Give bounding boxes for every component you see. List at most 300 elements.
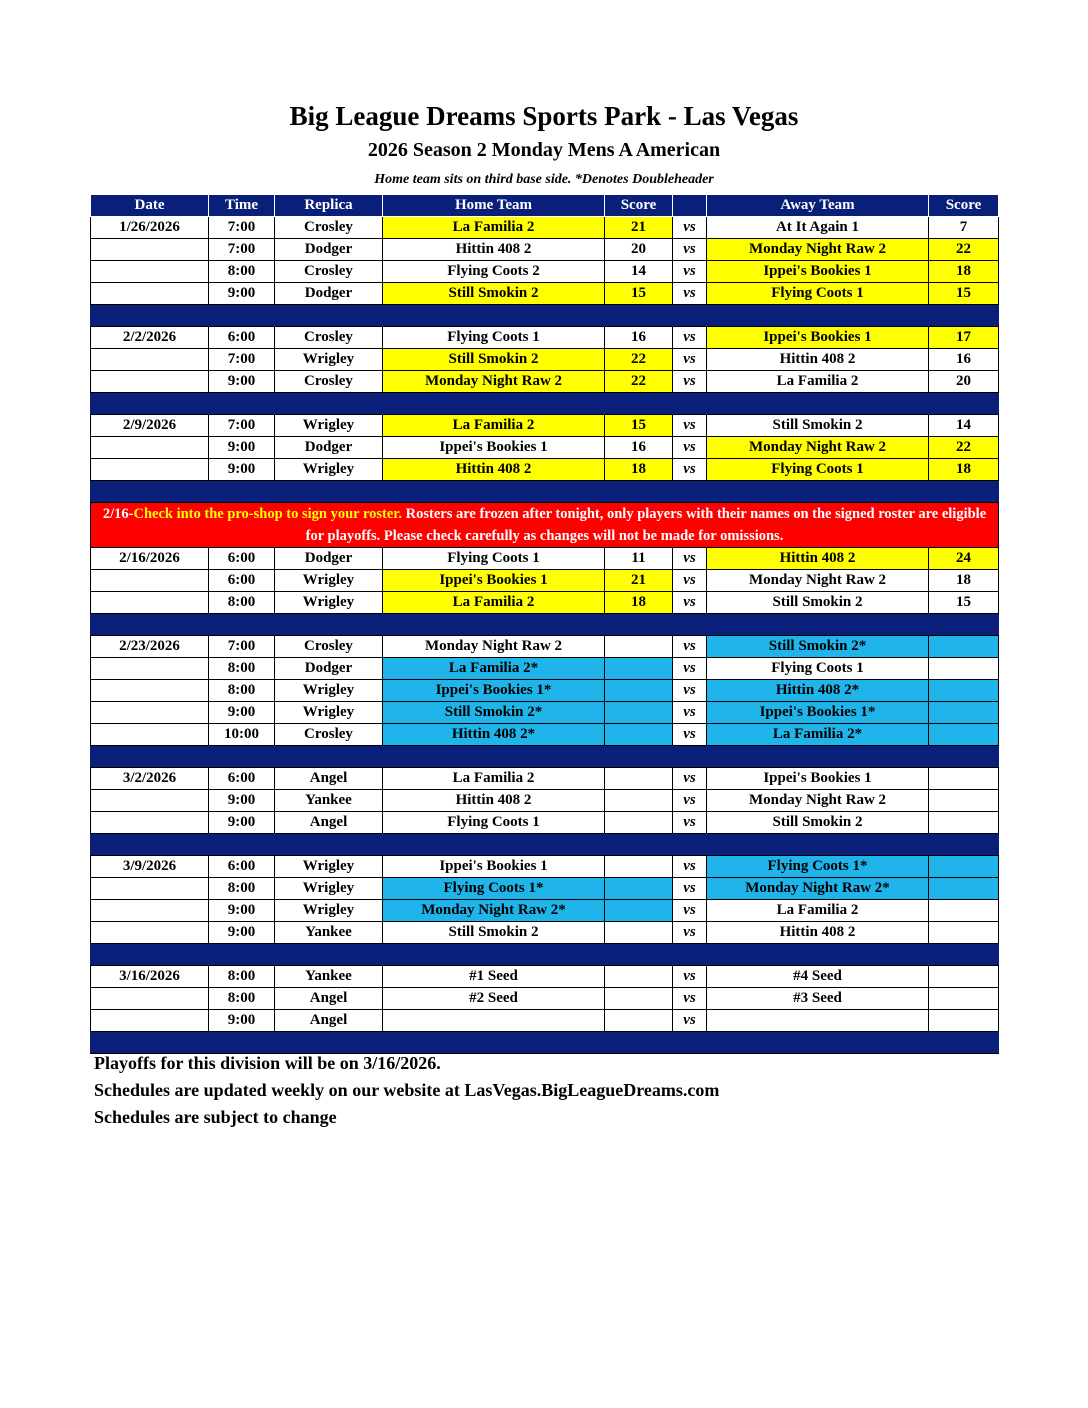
- home-team-cell: Monday Night Raw 2: [383, 371, 605, 393]
- replica-cell: Dodger: [275, 239, 383, 261]
- schedule-table: [90, 194, 999, 1054]
- page-subtitle: 2026 Season 2 Monday Mens A American: [367, 139, 721, 161]
- vs-cell: vs: [673, 680, 707, 702]
- away-score-cell: 18: [929, 261, 999, 283]
- separator-cell: [929, 305, 999, 327]
- separator-cell: [707, 834, 929, 856]
- separator-cell: [929, 393, 999, 415]
- away-score-cell: 22: [929, 239, 999, 261]
- vs-cell: vs: [673, 283, 707, 305]
- away-score-cell: [929, 702, 999, 724]
- separator-cell: [383, 834, 605, 856]
- home-score-cell: 21: [605, 570, 673, 592]
- week-separator: [91, 944, 999, 966]
- time-cell: 6:00: [209, 548, 275, 570]
- header-home-score: Score: [605, 195, 673, 217]
- game-row: [91, 790, 999, 812]
- date-cell: [91, 900, 209, 922]
- date-cell: [91, 592, 209, 614]
- separator-cell: [209, 393, 275, 415]
- separator-cell: [605, 305, 673, 327]
- date-cell: [91, 878, 209, 900]
- vs-cell: vs: [673, 702, 707, 724]
- game-row: [91, 283, 999, 305]
- home-score-cell: 18: [605, 592, 673, 614]
- replica-cell: Angel: [275, 768, 383, 790]
- replica-cell: Crosley: [275, 327, 383, 349]
- separator-cell: [383, 481, 605, 503]
- vs-cell: vs: [673, 922, 707, 944]
- home-team-cell: Ippei's Bookies 1*: [383, 680, 605, 702]
- home-team-cell: #2 Seed: [383, 988, 605, 1010]
- separator-cell: [383, 746, 605, 768]
- date-cell: [91, 658, 209, 680]
- away-score-cell: 15: [929, 592, 999, 614]
- time-cell: 7:00: [209, 636, 275, 658]
- away-team-cell: La Familia 2: [707, 900, 929, 922]
- away-score-cell: 22: [929, 437, 999, 459]
- replica-cell: Angel: [275, 1010, 383, 1032]
- separator-cell: [673, 834, 707, 856]
- home-team-cell: Hittin 408 2: [383, 790, 605, 812]
- away-score-cell: 18: [929, 459, 999, 481]
- home-score-cell: [605, 812, 673, 834]
- vs-cell: vs: [673, 988, 707, 1010]
- date-cell: [91, 459, 209, 481]
- away-score-cell: [929, 856, 999, 878]
- time-cell: 9:00: [209, 1010, 275, 1032]
- separator-cell: [707, 393, 929, 415]
- away-team-cell: Still Smokin 2: [707, 592, 929, 614]
- week-separator: [91, 614, 999, 636]
- date-cell: 3/9/2026: [91, 856, 209, 878]
- away-score-cell: [929, 900, 999, 922]
- away-team-cell: Monday Night Raw 2: [707, 570, 929, 592]
- vs-cell: vs: [673, 1010, 707, 1032]
- notice-text: Rosters are frozen after tonight, only players with their names on the signed roster are eligible for playoffs. Please check carefully as changes will not be made for omissions.: [305, 506, 987, 544]
- date-cell: [91, 922, 209, 944]
- time-cell: 9:00: [209, 900, 275, 922]
- header-row: [91, 195, 999, 217]
- away-score-cell: 14: [929, 415, 999, 437]
- home-score-cell: 15: [605, 415, 673, 437]
- away-team-cell: [707, 1010, 929, 1032]
- replica-cell: Dodger: [275, 437, 383, 459]
- away-team-cell: #3 Seed: [707, 988, 929, 1010]
- home-score-cell: [605, 724, 673, 746]
- time-cell: 6:00: [209, 327, 275, 349]
- game-row: [91, 812, 999, 834]
- notice-highlight: Check into the pro-shop to sign your roster.: [133, 506, 403, 522]
- time-cell: 9:00: [209, 790, 275, 812]
- home-score-cell: [605, 900, 673, 922]
- away-team-cell: Still Smokin 2*: [707, 636, 929, 658]
- separator-cell: [383, 393, 605, 415]
- home-team-cell: La Familia 2: [383, 217, 605, 239]
- home-team-note: Home team sits on third base side. *Denotes Doubleheader: [374, 172, 714, 187]
- home-team-cell: Ippei's Bookies 1: [383, 856, 605, 878]
- home-score-cell: [605, 1010, 673, 1032]
- home-team-cell: Monday Night Raw 2*: [383, 900, 605, 922]
- date-cell: [91, 790, 209, 812]
- away-team-cell: Still Smokin 2: [707, 415, 929, 437]
- away-score-cell: 20: [929, 371, 999, 393]
- separator-cell: [209, 746, 275, 768]
- game-row: [91, 592, 999, 614]
- footer-change-note: Schedules are subject to change: [94, 1107, 337, 1127]
- home-score-cell: [605, 768, 673, 790]
- vs-cell: vs: [673, 261, 707, 283]
- home-team-cell: [383, 1010, 605, 1032]
- separator-cell: [275, 305, 383, 327]
- separator-cell: [605, 614, 673, 636]
- notice-date: 2/16-: [102, 506, 134, 522]
- separator-cell: [275, 614, 383, 636]
- replica-cell: Crosley: [275, 217, 383, 239]
- home-score-cell: 18: [605, 459, 673, 481]
- separator-cell: [673, 393, 707, 415]
- away-team-cell: Hittin 408 2*: [707, 680, 929, 702]
- game-row: [91, 724, 999, 746]
- replica-cell: Dodger: [275, 658, 383, 680]
- away-score-cell: [929, 966, 999, 988]
- away-team-cell: Flying Coots 1: [707, 459, 929, 481]
- home-team-cell: Ippei's Bookies 1: [383, 570, 605, 592]
- home-score-cell: 16: [605, 437, 673, 459]
- time-cell: 7:00: [209, 349, 275, 371]
- home-team-cell: Flying Coots 1: [383, 548, 605, 570]
- vs-cell: vs: [673, 636, 707, 658]
- game-row: [91, 1010, 999, 1032]
- week-separator: [91, 481, 999, 503]
- separator-cell: [929, 944, 999, 966]
- home-score-cell: [605, 878, 673, 900]
- separator-cell: [383, 944, 605, 966]
- game-row: [91, 415, 999, 437]
- game-row: [91, 900, 999, 922]
- away-team-cell: At It Again 1: [707, 217, 929, 239]
- home-score-cell: 16: [605, 327, 673, 349]
- home-team-cell: Still Smokin 2: [383, 283, 605, 305]
- separator-cell: [91, 393, 209, 415]
- home-score-cell: [605, 658, 673, 680]
- vs-cell: vs: [673, 459, 707, 481]
- home-team-cell: Ippei's Bookies 1: [383, 437, 605, 459]
- home-score-cell: 15: [605, 283, 673, 305]
- time-cell: 8:00: [209, 966, 275, 988]
- home-score-cell: [605, 988, 673, 1010]
- replica-cell: Yankee: [275, 966, 383, 988]
- separator-cell: [91, 746, 209, 768]
- date-cell: [91, 371, 209, 393]
- vs-cell: vs: [673, 658, 707, 680]
- game-row: [91, 966, 999, 988]
- away-score-cell: 16: [929, 349, 999, 371]
- separator-cell: [91, 944, 209, 966]
- time-cell: 7:00: [209, 217, 275, 239]
- replica-cell: Crosley: [275, 724, 383, 746]
- away-score-cell: [929, 636, 999, 658]
- away-team-cell: Monday Night Raw 2: [707, 437, 929, 459]
- away-score-cell: 18: [929, 570, 999, 592]
- home-score-cell: [605, 636, 673, 658]
- game-row: [91, 878, 999, 900]
- game-row: [91, 217, 999, 239]
- separator-cell: [707, 746, 929, 768]
- replica-cell: Wrigley: [275, 856, 383, 878]
- separator-cell: [275, 481, 383, 503]
- replica-cell: Wrigley: [275, 415, 383, 437]
- away-score-cell: [929, 878, 999, 900]
- away-team-cell: La Familia 2*: [707, 724, 929, 746]
- away-team-cell: Monday Night Raw 2: [707, 790, 929, 812]
- away-team-cell: Flying Coots 1*: [707, 856, 929, 878]
- game-row: [91, 570, 999, 592]
- replica-cell: Dodger: [275, 283, 383, 305]
- home-team-cell: Flying Coots 1*: [383, 878, 605, 900]
- separator-cell: [209, 305, 275, 327]
- away-score-cell: [929, 1010, 999, 1032]
- separator-cell: [673, 746, 707, 768]
- time-cell: 8:00: [209, 261, 275, 283]
- game-row: [91, 459, 999, 481]
- home-team-cell: Still Smokin 2*: [383, 702, 605, 724]
- replica-cell: Angel: [275, 988, 383, 1010]
- vs-cell: vs: [673, 327, 707, 349]
- separator-cell: [209, 944, 275, 966]
- vs-cell: vs: [673, 592, 707, 614]
- game-row: [91, 856, 999, 878]
- separator-cell: [605, 481, 673, 503]
- home-score-cell: [605, 922, 673, 944]
- separator-cell: [707, 1032, 929, 1054]
- away-score-cell: [929, 988, 999, 1010]
- separator-cell: [673, 481, 707, 503]
- separator-cell: [605, 834, 673, 856]
- away-team-cell: Monday Night Raw 2*: [707, 878, 929, 900]
- separator-cell: [673, 944, 707, 966]
- vs-cell: vs: [673, 724, 707, 746]
- home-team-cell: La Familia 2: [383, 415, 605, 437]
- separator-cell: [383, 614, 605, 636]
- week-separator: [91, 393, 999, 415]
- home-team-cell: #1 Seed: [383, 966, 605, 988]
- game-row: [91, 922, 999, 944]
- footer-playoffs-note: Playoffs for this division will be on 3/16/2026.: [94, 1053, 441, 1073]
- header-home-team: Home Team: [383, 195, 605, 217]
- away-team-cell: Ippei's Bookies 1: [707, 768, 929, 790]
- home-team-cell: La Familia 2*: [383, 658, 605, 680]
- date-cell: 2/9/2026: [91, 415, 209, 437]
- replica-cell: Wrigley: [275, 878, 383, 900]
- home-score-cell: 22: [605, 371, 673, 393]
- game-row: [91, 636, 999, 658]
- header-date: Date: [91, 195, 209, 217]
- away-score-cell: [929, 658, 999, 680]
- home-team-cell: Hittin 408 2*: [383, 724, 605, 746]
- separator-cell: [929, 834, 999, 856]
- header-time: Time: [209, 195, 275, 217]
- away-score-cell: [929, 680, 999, 702]
- time-cell: 10:00: [209, 724, 275, 746]
- vs-cell: vs: [673, 371, 707, 393]
- away-team-cell: Hittin 408 2: [707, 548, 929, 570]
- separator-cell: [275, 393, 383, 415]
- separator-cell: [209, 834, 275, 856]
- home-team-cell: Still Smokin 2: [383, 349, 605, 371]
- home-team-cell: Flying Coots 1: [383, 812, 605, 834]
- home-score-cell: [605, 856, 673, 878]
- home-score-cell: [605, 790, 673, 812]
- separator-cell: [275, 944, 383, 966]
- vs-cell: vs: [673, 790, 707, 812]
- separator-cell: [275, 746, 383, 768]
- time-cell: 6:00: [209, 768, 275, 790]
- vs-cell: vs: [673, 900, 707, 922]
- vs-cell: vs: [673, 415, 707, 437]
- date-cell: [91, 680, 209, 702]
- time-cell: 9:00: [209, 702, 275, 724]
- replica-cell: Dodger: [275, 548, 383, 570]
- game-row: [91, 988, 999, 1010]
- date-cell: [91, 349, 209, 371]
- date-cell: [91, 988, 209, 1010]
- home-team-cell: Hittin 408 2: [383, 239, 605, 261]
- separator-cell: [707, 305, 929, 327]
- separator-cell: [707, 944, 929, 966]
- away-team-cell: Flying Coots 1: [707, 658, 929, 680]
- home-score-cell: [605, 966, 673, 988]
- game-row: [91, 349, 999, 371]
- separator-cell: [673, 614, 707, 636]
- time-cell: 6:00: [209, 570, 275, 592]
- time-cell: 8:00: [209, 878, 275, 900]
- time-cell: 9:00: [209, 371, 275, 393]
- date-cell: [91, 437, 209, 459]
- date-cell: 2/2/2026: [91, 327, 209, 349]
- replica-cell: Wrigley: [275, 592, 383, 614]
- separator-cell: [605, 944, 673, 966]
- separator-cell: [91, 481, 209, 503]
- replica-cell: Wrigley: [275, 900, 383, 922]
- away-team-cell: Hittin 408 2: [707, 349, 929, 371]
- game-row: [91, 702, 999, 724]
- header-away-score: Score: [929, 195, 999, 217]
- date-cell: 3/16/2026: [91, 966, 209, 988]
- away-team-cell: La Familia 2: [707, 371, 929, 393]
- header-vs: [673, 195, 707, 217]
- header-away-team: Away Team: [707, 195, 929, 217]
- away-team-cell: Hittin 408 2: [707, 922, 929, 944]
- time-cell: 8:00: [209, 592, 275, 614]
- away-team-cell: Ippei's Bookies 1*: [707, 702, 929, 724]
- replica-cell: Wrigley: [275, 702, 383, 724]
- replica-cell: Crosley: [275, 636, 383, 658]
- week-separator: [91, 834, 999, 856]
- separator-cell: [929, 1032, 999, 1054]
- vs-cell: vs: [673, 548, 707, 570]
- separator-cell: [929, 746, 999, 768]
- separator-cell: [707, 481, 929, 503]
- date-cell: 1/26/2026: [91, 217, 209, 239]
- time-cell: 9:00: [209, 812, 275, 834]
- home-score-cell: 11: [605, 548, 673, 570]
- separator-cell: [605, 746, 673, 768]
- separator-cell: [275, 834, 383, 856]
- vs-cell: vs: [673, 570, 707, 592]
- replica-cell: Wrigley: [275, 349, 383, 371]
- replica-cell: Yankee: [275, 790, 383, 812]
- header-replica: Replica: [275, 195, 383, 217]
- game-row: [91, 371, 999, 393]
- game-row: [91, 548, 999, 570]
- footer-website-note: Schedules are updated weekly on our website at LasVegas.BigLeagueDreams.com: [94, 1080, 720, 1100]
- replica-cell: Crosley: [275, 371, 383, 393]
- vs-cell: vs: [673, 878, 707, 900]
- vs-cell: vs: [673, 812, 707, 834]
- separator-cell: [605, 393, 673, 415]
- time-cell: 9:00: [209, 437, 275, 459]
- time-cell: 9:00: [209, 922, 275, 944]
- time-cell: 8:00: [209, 988, 275, 1010]
- replica-cell: Wrigley: [275, 570, 383, 592]
- home-team-cell: La Familia 2: [383, 592, 605, 614]
- replica-cell: Angel: [275, 812, 383, 834]
- time-cell: 8:00: [209, 680, 275, 702]
- separator-cell: [91, 614, 209, 636]
- vs-cell: vs: [673, 966, 707, 988]
- replica-cell: Wrigley: [275, 459, 383, 481]
- time-cell: 9:00: [209, 283, 275, 305]
- home-score-cell: [605, 680, 673, 702]
- week-separator: [91, 746, 999, 768]
- separator-cell: [383, 305, 605, 327]
- away-score-cell: [929, 790, 999, 812]
- time-cell: 7:00: [209, 415, 275, 437]
- home-score-cell: 14: [605, 261, 673, 283]
- game-row: [91, 327, 999, 349]
- date-cell: [91, 283, 209, 305]
- separator-cell: [91, 305, 209, 327]
- separator-cell: [929, 481, 999, 503]
- vs-cell: vs: [673, 239, 707, 261]
- away-team-cell: Flying Coots 1: [707, 283, 929, 305]
- home-team-cell: Monday Night Raw 2: [383, 636, 605, 658]
- week-separator: [91, 305, 999, 327]
- vs-cell: vs: [673, 768, 707, 790]
- date-cell: 2/23/2026: [91, 636, 209, 658]
- away-score-cell: 7: [929, 217, 999, 239]
- home-team-cell: Hittin 408 2: [383, 459, 605, 481]
- game-row: [91, 768, 999, 790]
- vs-cell: vs: [673, 349, 707, 371]
- replica-cell: Crosley: [275, 261, 383, 283]
- home-score-cell: [605, 702, 673, 724]
- game-row: [91, 437, 999, 459]
- home-score-cell: 21: [605, 217, 673, 239]
- roster-notice: [91, 503, 999, 548]
- footer-notes: [94, 1050, 719, 1131]
- vs-cell: vs: [673, 437, 707, 459]
- home-team-cell: Flying Coots 2: [383, 261, 605, 283]
- date-cell: [91, 702, 209, 724]
- away-team-cell: #4 Seed: [707, 966, 929, 988]
- separator-cell: [209, 481, 275, 503]
- away-score-cell: 24: [929, 548, 999, 570]
- replica-cell: Wrigley: [275, 680, 383, 702]
- away-score-cell: [929, 768, 999, 790]
- separator-cell: [209, 614, 275, 636]
